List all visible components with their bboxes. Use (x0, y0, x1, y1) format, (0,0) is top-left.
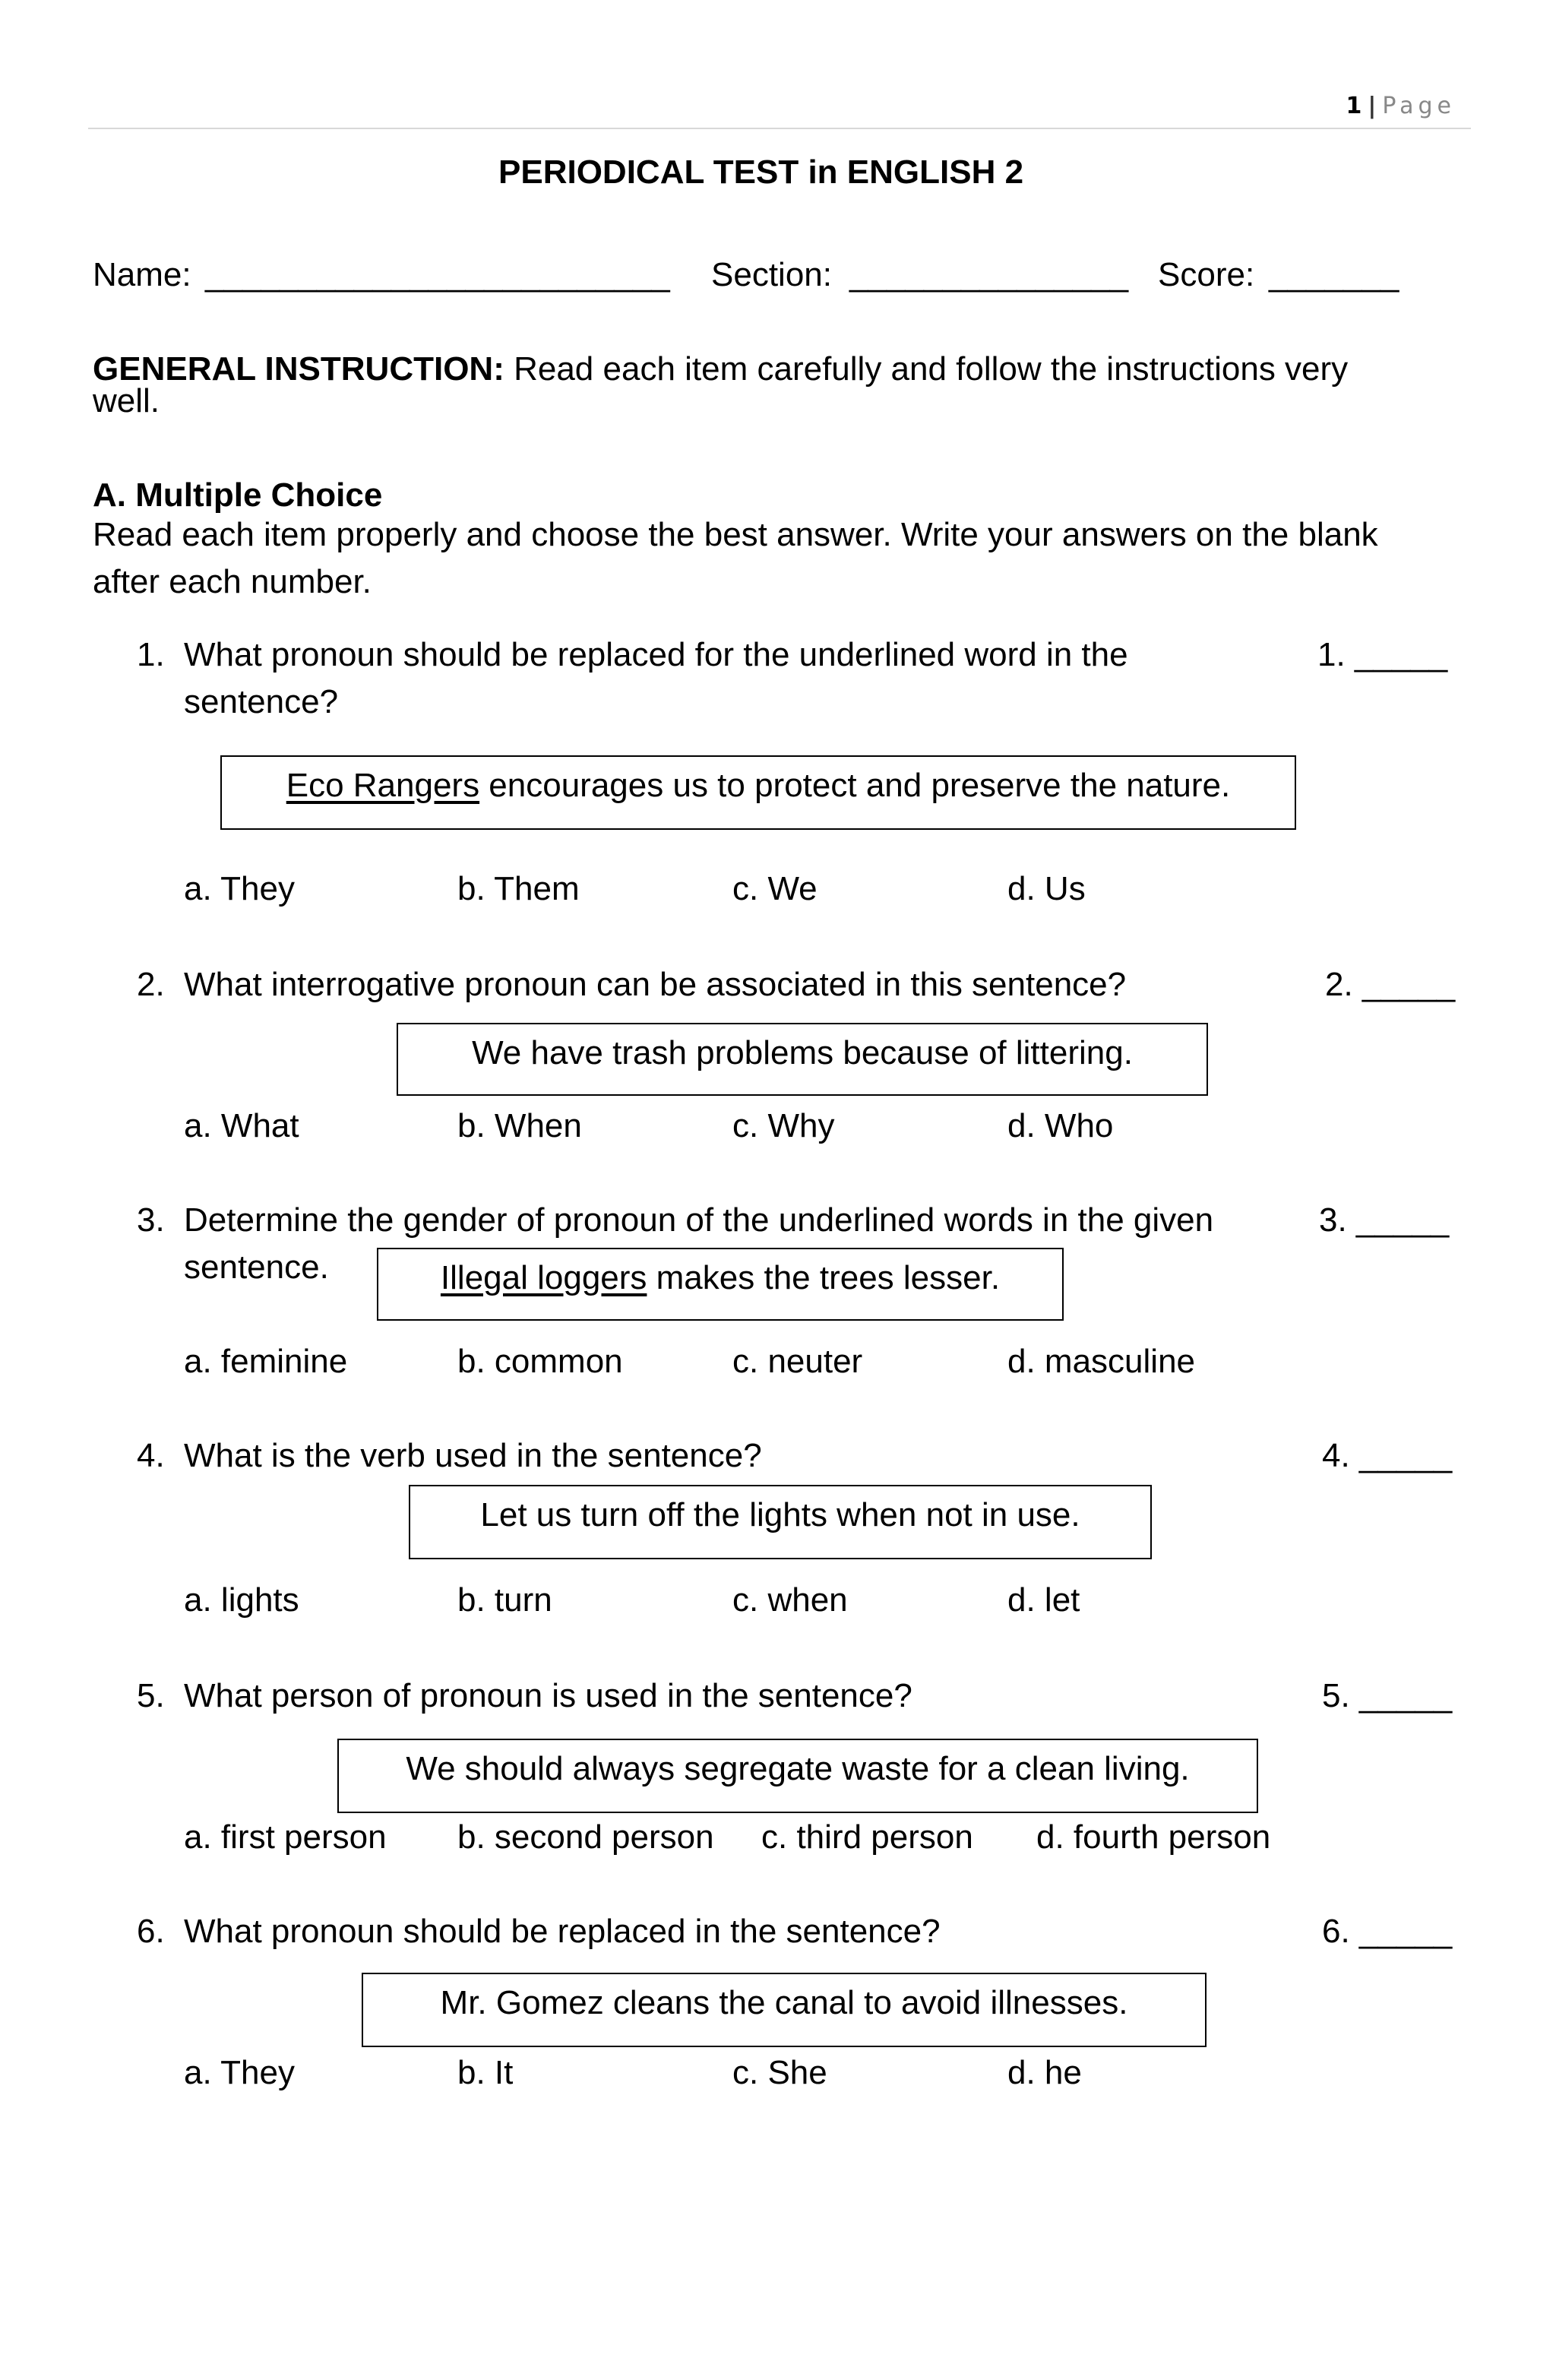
page-separator: | (1368, 93, 1378, 119)
question-3-answer-blank: 3. _____ (1319, 1201, 1450, 1239)
question-3-choice-d: d. masculine (1007, 1343, 1196, 1380)
instruction-text-cont: well. (93, 382, 160, 419)
question-5-text: What person of pronoun is used in the sentence? (184, 1677, 912, 1714)
question-5-sentence: We should always segregate waste for a clean living. (406, 1750, 1190, 1787)
instruction-label: GENERAL INSTRUCTION: (93, 350, 504, 388)
question-4-choice-c: c. when (732, 1581, 848, 1619)
section-blank: _______________ (849, 256, 1129, 293)
question-2-choice-b: b. When (457, 1107, 582, 1144)
page-number (1346, 93, 1456, 119)
question-6-choice-a: a. They (184, 2054, 295, 2091)
question-2-choice-d: d. Who (1007, 1107, 1114, 1144)
question-1-choice-a: a. They (184, 870, 295, 907)
name-blank: _________________________ (205, 256, 670, 293)
question-1-underlined: Eco Rangers (286, 767, 480, 804)
section-label: Section: (711, 256, 832, 293)
question-3-choice-c: c. neuter (732, 1343, 863, 1380)
question-4-sentence: Let us turn off the lights when not in use. (480, 1496, 1080, 1533)
question-1-choice-b: b. Them (457, 870, 580, 907)
question-6-sentence: Mr. Gomez cleans the canal to avoid illnesses. (440, 1984, 1128, 2021)
question-6-answer-blank: 6. _____ (1322, 1913, 1453, 1950)
question-2-answer-blank: 2. _____ (1325, 966, 1456, 1003)
question-5-number: 5. (137, 1677, 165, 1714)
section-a-directions-cont: after each number. (93, 563, 372, 600)
question-4-number: 4. (137, 1437, 165, 1474)
page-number-value: 1 (1346, 93, 1364, 119)
question-6-choice-d: d. he (1007, 2054, 1082, 2091)
question-5-choice-d: d. fourth person (1036, 1818, 1271, 1856)
question-2-text: What interrogative pronoun can be associated in this sentence? (184, 966, 1127, 1003)
question-5-choice-b: b. second person (457, 1818, 714, 1856)
question-1-sentence: encourages us to protect and preserve the nature. (479, 767, 1231, 804)
question-2-choice-a: a. What (184, 1107, 299, 1144)
question-6-number: 6. (137, 1913, 165, 1950)
question-5-sentence-box (337, 1739, 1258, 1813)
question-5-choice-c: c. third person (761, 1818, 973, 1856)
question-5-answer-blank: 5. _____ (1322, 1677, 1453, 1714)
question-2-sentence-box (397, 1023, 1208, 1096)
question-6-choice-c: c. She (732, 2054, 827, 2091)
question-4-choice-b: b. turn (457, 1581, 552, 1619)
question-3-underlined: Illegal loggers (440, 1259, 647, 1296)
score-blank: _______ (1269, 256, 1399, 293)
question-6-text: What pronoun should be replaced in the sentence? (184, 1913, 941, 1950)
question-1-text-cont: sentence? (184, 683, 339, 720)
question-2-number: 2. (137, 966, 165, 1003)
question-3-choice-a: a. feminine (184, 1343, 348, 1380)
question-4-choice-a: a. lights (184, 1581, 299, 1619)
instruction-text: Read each item carefully and follow the instructions very (504, 350, 1349, 388)
question-2-choice-c: c. Why (732, 1107, 835, 1144)
question-2-sentence: We have trash problems because of littering. (472, 1034, 1133, 1071)
question-1-text: What pronoun should be replaced for the underlined word in the (184, 636, 1128, 673)
page-word: Page (1382, 93, 1456, 119)
question-3-text-cont: sentence. (184, 1249, 329, 1286)
question-3-number: 3. (137, 1201, 165, 1239)
question-1-choice-c: c. We (732, 870, 818, 907)
question-3-text: Determine the gender of pronoun of the underlined words in the given (184, 1201, 1214, 1239)
question-3-sentence-box (377, 1248, 1064, 1321)
question-1-number: 1. (137, 636, 165, 673)
question-5-choice-a: a. first person (184, 1818, 387, 1856)
section-a-directions: Read each item properly and choose the best answer. Write your answers on the blank (93, 516, 1378, 553)
name-label: Name: (93, 256, 191, 293)
score-label: Score: (1158, 256, 1255, 293)
section-a-heading: A. Multiple Choice (93, 476, 383, 514)
question-4-choice-d: d. let (1007, 1581, 1080, 1619)
question-3-choice-b: b. common (457, 1343, 623, 1380)
question-3-sentence: makes the trees lesser. (647, 1259, 1001, 1296)
question-1-sentence-box (220, 755, 1296, 830)
question-4-sentence-box (409, 1485, 1152, 1559)
question-4-text: What is the verb used in the sentence? (184, 1437, 762, 1474)
question-6-choice-b: b. It (457, 2054, 514, 2091)
header-rule (88, 128, 1471, 129)
question-6-sentence-box (362, 1973, 1207, 2047)
page-title: PERIODICAL TEST in ENGLISH 2 (498, 153, 1024, 191)
question-1-answer-blank: 1. _____ (1317, 636, 1448, 673)
question-1-choice-d: d. Us (1007, 870, 1086, 907)
question-4-answer-blank: 4. _____ (1322, 1437, 1453, 1474)
general-instruction (93, 350, 1348, 389)
